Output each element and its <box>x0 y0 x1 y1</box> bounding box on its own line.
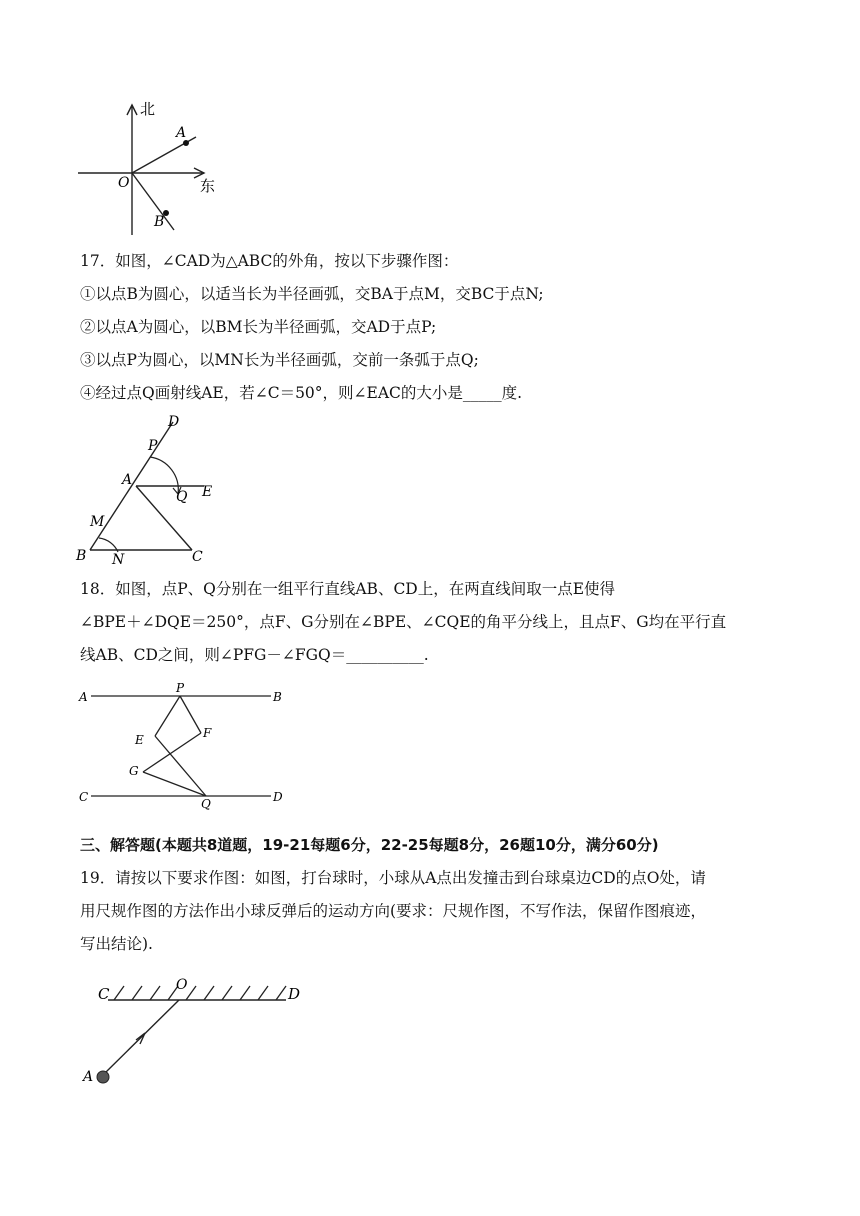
east-label: 东 <box>200 177 216 195</box>
section3-heading: 三、解答题(本题共8道题，19-21每题6分，22-25每题8分，26题10分，满分60分) <box>80 836 659 854</box>
q17-step3: ③以点P为圆心，以MN长为半径画弧，交前一条弧于点Q; <box>80 351 479 369</box>
q18-label-p: P <box>176 681 185 695</box>
point-a-label: A <box>176 125 187 141</box>
q18-line1: 18．如图，点P、Q分别在一组平行直线AB、CD上，在两直线间取一点E使得 <box>80 580 616 598</box>
q17-figure <box>70 412 230 567</box>
q17-label-e: E <box>202 484 213 500</box>
q17-step4: ④经过点Q画射线AE，若∠C＝50°，则∠EAC的大小是_____度. <box>80 384 523 402</box>
q19-billiard-figure <box>78 972 318 1092</box>
q17-label-a: A <box>122 472 133 488</box>
q18-label-a: A <box>79 690 88 704</box>
north-label: 北 <box>140 100 156 118</box>
q17-label-d: D <box>168 414 180 430</box>
q17-step1: ①以点B为圆心，以适当长为半径画弧，交BA于点M，交BC于点N; <box>80 285 544 303</box>
compass-figure <box>70 95 230 240</box>
q19-line2: 用尺规作图的方法作出小球反弹后的运动方向(要求：尺规作图，不写作法，保留作图痕迹， <box>80 902 707 920</box>
q17-label-c: C <box>192 549 203 565</box>
q17-intro: 17．如图，∠CAD为△ABC的外角，按以下步骤作图： <box>80 252 459 270</box>
q19-line1: 19．请按以下要求作图：如图，打台球时，小球从A点出发撞击到台球桌边CD的点O处，请 <box>80 869 706 887</box>
q19-label-a: A <box>83 1069 94 1085</box>
q17-step2: ②以点A为圆心，以BM长为半径画弧，交AD于点P; <box>80 318 437 336</box>
q19-label-o: O <box>176 977 188 993</box>
q17-label-n: N <box>112 552 125 567</box>
q18-label-b: B <box>273 690 282 704</box>
q18-label-q: Q <box>201 797 211 810</box>
q18-label-g: G <box>129 764 139 778</box>
point-b-label: B <box>154 214 165 230</box>
q18-label-c: C <box>79 790 89 804</box>
q18-label-f: F <box>203 726 212 740</box>
q17-label-b: B <box>76 548 87 564</box>
q18-line2: ∠BPE＋∠DQE＝250°，点F、G分别在∠BPE、∠CQE的角平分线上，且点F、G均在平行直 <box>80 613 727 631</box>
q17-label-p: P <box>148 438 158 454</box>
q17-label-m: M <box>90 514 105 530</box>
q18-label-e: E <box>135 733 144 747</box>
q19-label-c: C <box>98 985 110 1003</box>
origin-label: O <box>118 175 130 191</box>
q19-label-d: D <box>288 985 301 1003</box>
q18-figure <box>75 680 295 810</box>
q17-label-q: Q <box>176 489 188 505</box>
q18-label-d: D <box>273 790 283 804</box>
q19-line3: 写出结论). <box>80 935 153 953</box>
q18-line3: 线AB、CD之间，则∠PFG－∠FGQ＝__________. <box>80 646 429 664</box>
